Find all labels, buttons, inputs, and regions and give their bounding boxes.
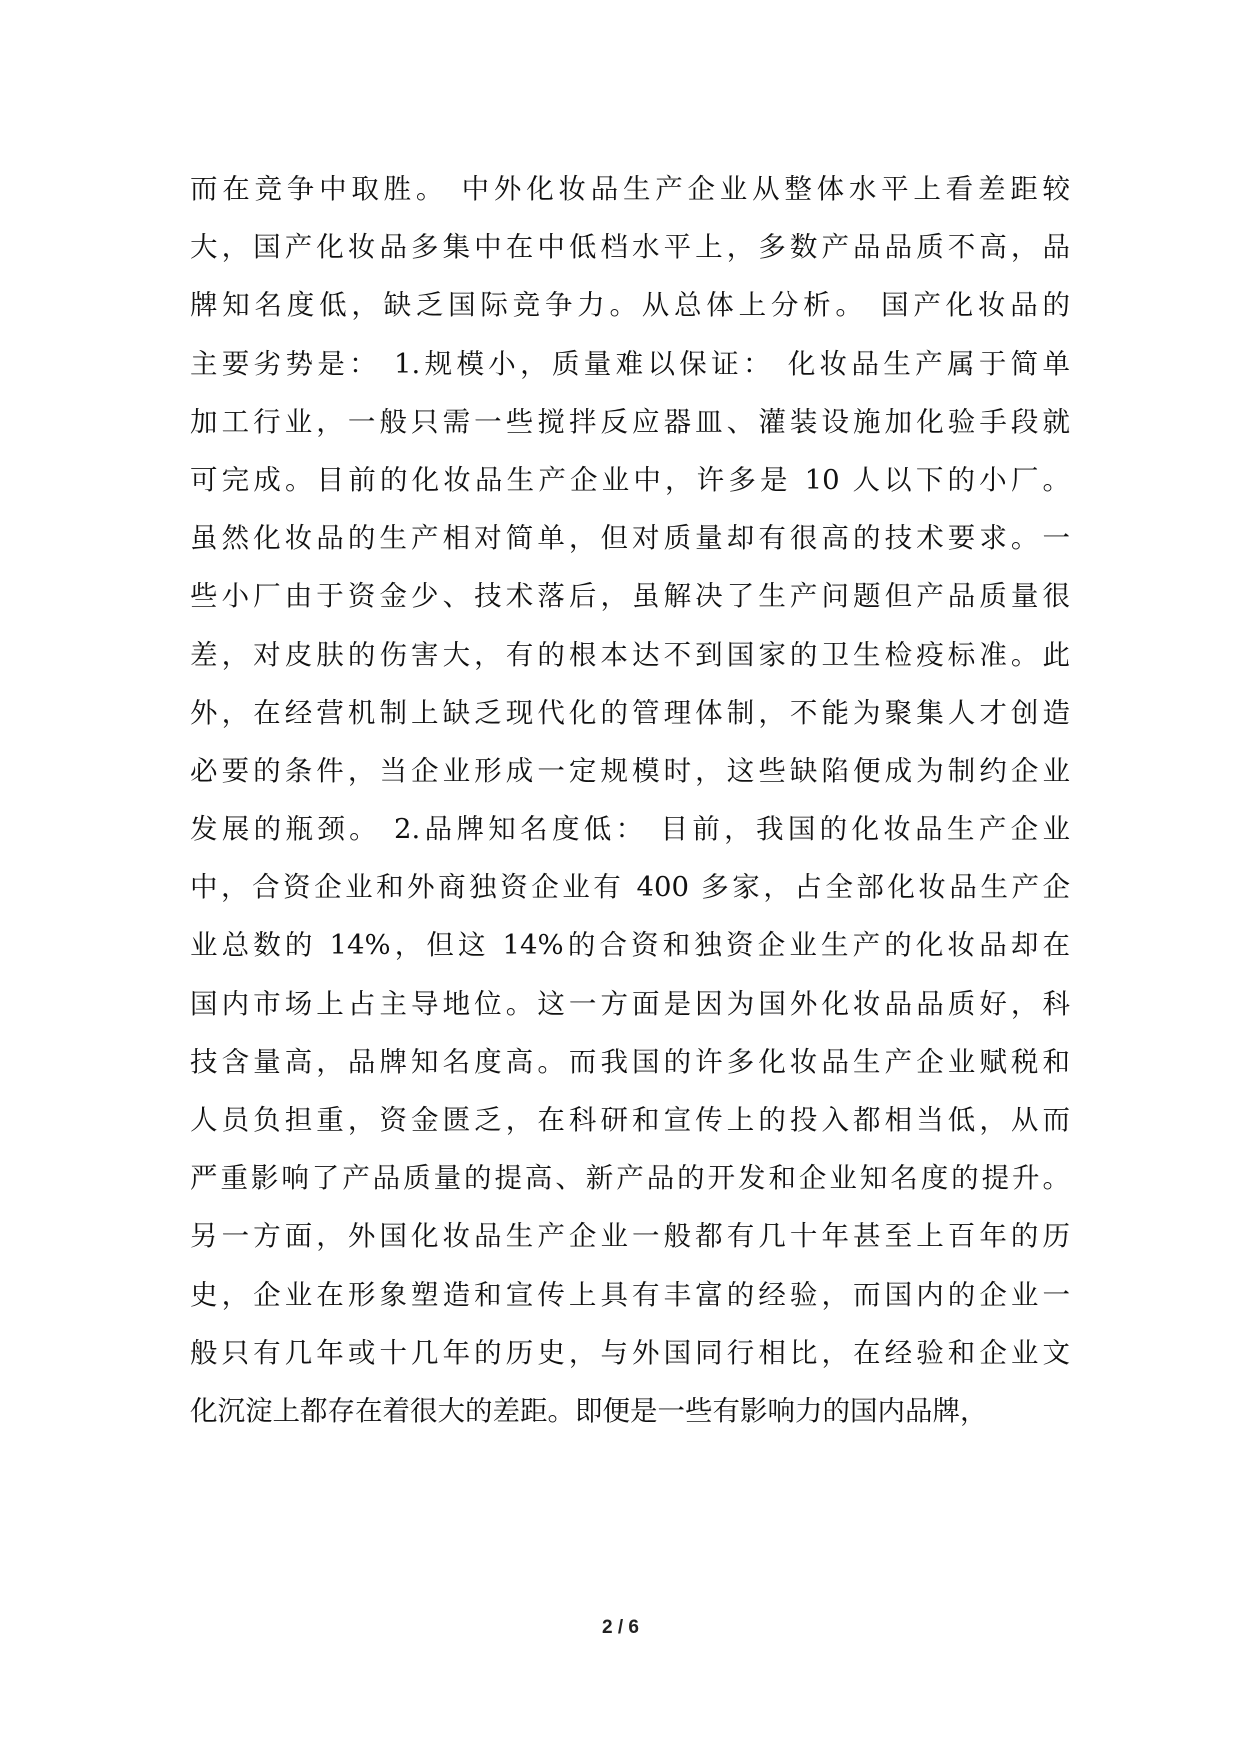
text-line: 牌知名度低，缺乏国际竞争力。从总体上分析。 国产化妆品的 bbox=[190, 289, 1070, 322]
text-line: 加工行业，一般只需一些搅拌反应器皿、灌装设施加化验手段就 bbox=[190, 405, 1070, 438]
text-line: 严重影响了产品质量的提高、新产品的开发和企业知名度的提升。 bbox=[190, 1162, 1070, 1195]
text-line: 主要劣势是： 1.规模小，质量难以保证： 化妆品生产属于简单 bbox=[190, 347, 1070, 380]
text-line: 必要的条件，当企业形成一定规模时，这些缺陷便成为制约企业 bbox=[190, 754, 1070, 787]
text-line: 虽然化妆品的生产相对简单，但对质量却有很高的技术要求。一 bbox=[190, 522, 1070, 555]
text-line: 人员负担重，资金匮乏，在科研和宣传上的投入都相当低，从而 bbox=[190, 1104, 1070, 1136]
body-text bbox=[190, 160, 1070, 1440]
text-line: 些小厂由于资金少、技术落后，虽解决了生产问题但产品质量很 bbox=[190, 580, 1070, 613]
text-line: 国内市场上占主导地位。这一方面是因为国外化妆品品质好，科 bbox=[190, 987, 1070, 1020]
text-line: 业总数的 14%，但这 14%的合资和独资企业生产的化妆品却在 bbox=[190, 929, 1070, 962]
text-line: 技含量高，品牌知名度高。而我国的许多化妆品生产企业赋税和 bbox=[190, 1045, 1070, 1078]
text-line: 般只有几年或十几年的历史，与外国同行相比，在经验和企业文 bbox=[190, 1336, 1070, 1369]
text-line: 发展的瓶颈。 2.品牌知名度低： 目前，我国的化妆品生产企业 bbox=[190, 813, 1070, 846]
page-number: 2 / 6 bbox=[602, 1617, 639, 1638]
text-line: 中，合资企业和外商独资企业有 400 多家，占全部化妆品生产企 bbox=[190, 871, 1070, 904]
text-line: 可完成。目前的化妆品生产企业中，许多是 10 人以下的小厂。 bbox=[190, 463, 1070, 496]
text-line: 大，国产化妆品多集中在中低档水平上，多数产品品质不高，品 bbox=[190, 231, 1070, 264]
text-line: 化沉淀上都存在着很大的差距。即便是一些有影响力的国内品牌， bbox=[190, 1394, 988, 1427]
text-line: 另一方面，外国化妆品生产企业一般都有几十年甚至上百年的历 bbox=[190, 1220, 1070, 1253]
text-line: 史，企业在形象塑造和宣传上具有丰富的经验，而国内的企业一 bbox=[190, 1278, 1070, 1311]
text-line: 而在竞争中取胜。 中外化妆品生产企业从整体水平上看差距较 bbox=[190, 173, 1070, 205]
text-line: 差，对皮肤的伤害大，有的根本达不到国家的卫生检疫标准。此 bbox=[190, 638, 1070, 671]
text-line: 外，在经营机制上缺乏现代化的管理体制，不能为聚集人才创造 bbox=[190, 696, 1070, 729]
